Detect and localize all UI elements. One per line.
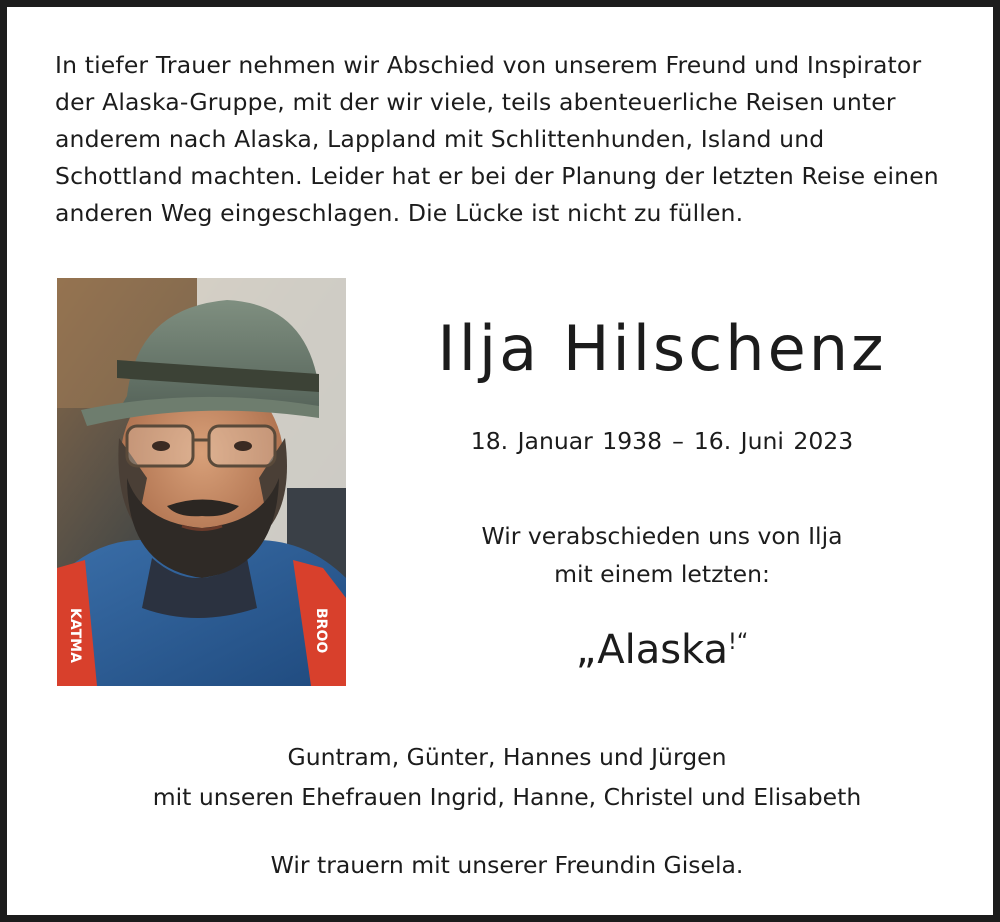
intro-text xyxy=(55,47,975,232)
date-separator: – xyxy=(672,427,684,455)
intro-line: In tiefer Trauer nehmen wir Abschied von unserem Freund und Inspirator xyxy=(55,51,922,79)
deceased-name: Ilja Hilschenz xyxy=(437,312,887,385)
motto-word: Alaska xyxy=(597,627,729,673)
farewell-text xyxy=(347,517,977,593)
intro-line: anderem nach Alaska, Lappland mit Schlittenhunden, Island und xyxy=(55,125,825,153)
motto xyxy=(347,613,977,680)
portrait-illustration xyxy=(57,278,346,686)
suspender-text-right: BROO xyxy=(313,608,329,654)
intro-line: Schottland machten. Leider hat er bei der Planung der letzten Reise einen xyxy=(55,162,939,190)
life-dates xyxy=(347,423,977,459)
motto-close: !“ xyxy=(728,630,749,655)
farewell-line: Wir verabschieden uns von Ilja xyxy=(481,522,843,550)
death-date: 16. Juni 2023 xyxy=(693,427,854,455)
farewell-line: mit einem letzten: xyxy=(554,560,770,588)
intro-line: anderen Weg eingeschlagen. Die Lücke ist nicht zu füllen. xyxy=(55,199,744,227)
suspender-text-left: KATMA xyxy=(67,608,83,663)
intro-line: der Alaska-Gruppe, mit der wir viele, teils abenteuerliche Reisen unter xyxy=(55,88,896,116)
signers-line: Guntram, Günter, Hannes und Jürgen xyxy=(287,743,727,771)
birth-date: 18. Januar 1938 xyxy=(470,427,663,455)
motto-open-quote: „ xyxy=(575,627,598,673)
signers-line: mit unseren Ehefrauen Ingrid, Hanne, Christel und Elisabeth xyxy=(152,783,862,811)
portrait-photo xyxy=(57,278,346,686)
closing-line: Wir trauern mit unserer Freundin Gisela. xyxy=(270,851,744,879)
signers xyxy=(27,737,987,817)
